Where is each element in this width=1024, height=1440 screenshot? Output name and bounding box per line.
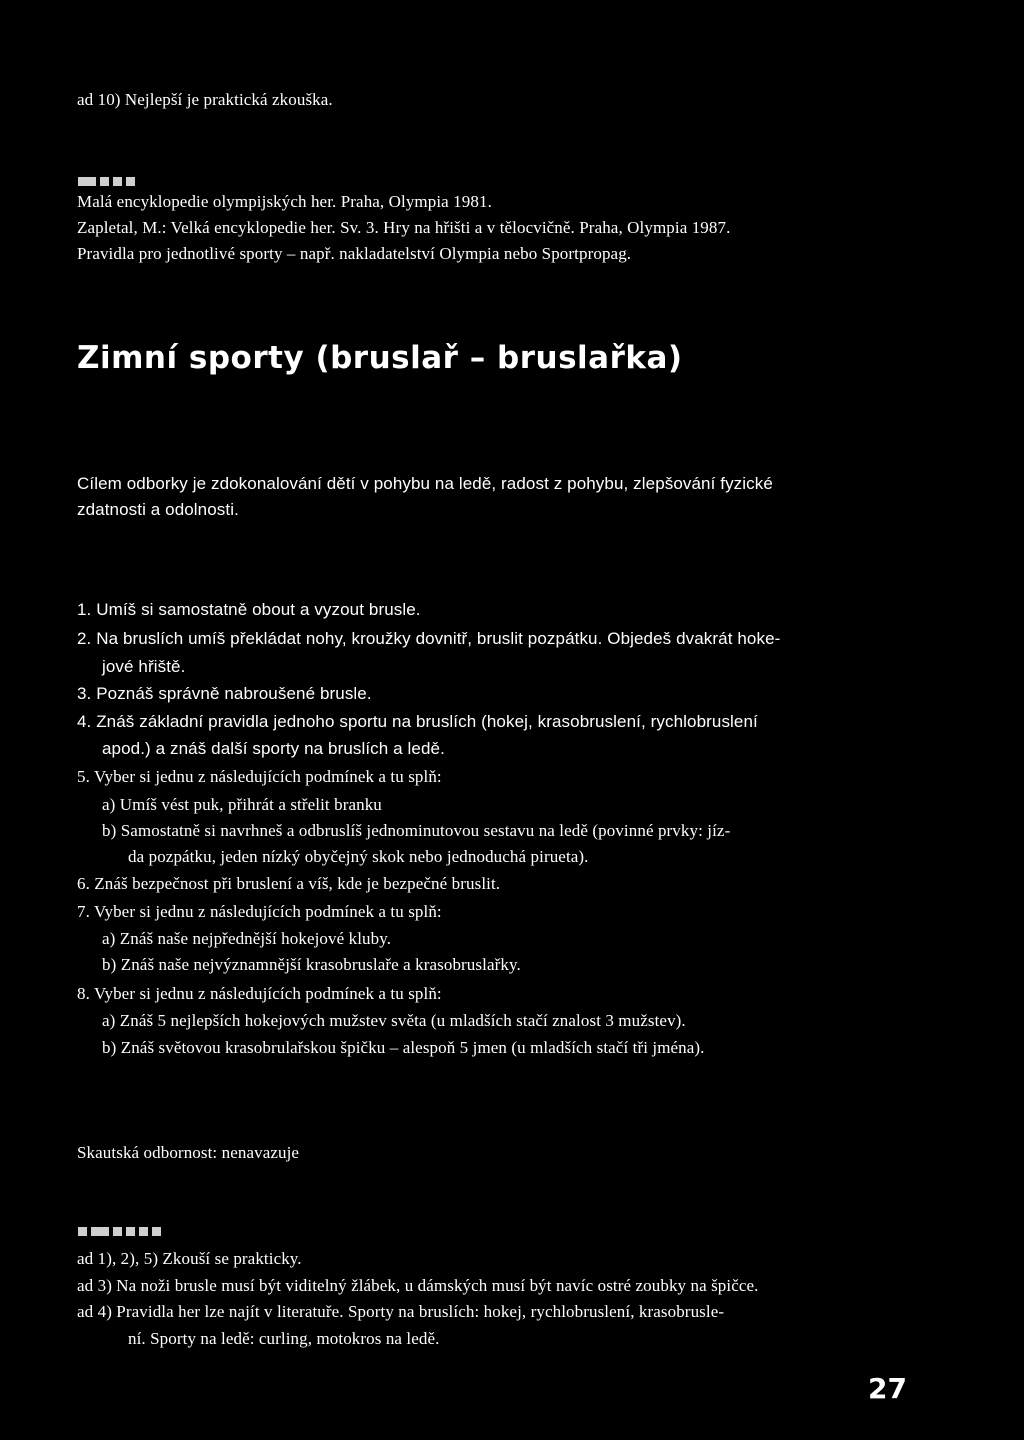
note-item: ní. Sporty na ledě: curling, motokros na ledě. [128,1329,440,1348]
goal-text: zdatnosti a odolnosti. [77,500,239,519]
requirement-item: 6. Znáš bezpečnost při bruslení a víš, kde je bezpečné bruslit. [77,874,501,893]
requirement-item: 4. Znáš základní pravidla jednoho sportu na bruslích (hokej, krasobruslení, rychlobruslení [77,712,758,731]
requirement-item: a) Umíš vést puk, přihrát a střelit branku [102,795,382,814]
requirement-item: b) Znáš naše nejvýznamnější krasobruslaře a krasobruslařky. [102,955,521,974]
section-title: Zimní sporty (bruslař – bruslařka) [77,340,683,376]
requirement-item: 8. Vyber si jednu z následujících podmínek a tu splň: [77,984,442,1003]
requirement-item: 7. Vyber si jednu z následujících podmínek a tu splň: [77,902,442,921]
requirement-item: a) Znáš 5 nejlepších hokejových mužstev světa (u mladších stačí znalost 3 mužstev). [102,1011,686,1030]
requirement-item: 2. Na bruslích umíš překládat nohy, kroužky dovnitř, bruslit pozpátku. Objedeš dvakrát hoke- [77,629,781,648]
note-item: ad 1), 2), 5) Zkouší se prakticky. [77,1249,302,1268]
ad10-note: ad 10) Nejlepší je praktická zkouška. [77,90,333,109]
requirement-item: a) Znáš naše nejpřednější hokejové kluby. [102,929,392,948]
note-item: ad 4) Pravidla her lze najít v literatuře. Sporty na bruslích: hokej, rychlobruslení, krasobrusle- [77,1302,725,1321]
literature-marker-icon [78,175,135,187]
literature-item: Malá encyklopedie olympijských her. Praha, Olympia 1981. [77,192,492,211]
requirement-item: b) Znáš světovou krasobrulařskou špičku – alespoň 5 jmen (u mladších stačí tři jména). [102,1038,705,1057]
goal-text: Cílem odborky je zdokonalování dětí v pohybu na ledě, radost z pohybu, zlepšování fyzické [77,474,773,493]
requirement-item: jové hřiště. [102,657,186,676]
requirement-item: da pozpátku, jeden nízký obyčejný skok nebo jednoduchá pirueta). [128,847,589,866]
literature-item: Pravidla pro jednotlivé sporty – např. nakladatelství Olympia nebo Sportpropag. [77,244,632,263]
requirement-item: b) Samostatně si navrhneš a odbruslíš jednominutovou sestavu na ledě (povinné prvky: jíz- [102,821,731,840]
notes-marker-icon [78,1225,161,1237]
requirement-item: apod.) a znáš další sporty na bruslích a ledě. [102,739,445,758]
requirement-item: 3. Poznáš správně nabroušené brusle. [77,684,372,703]
literature-item: Zapletal, M.: Velká encyklopedie her. Sv. 3. Hry na hřišti a v tělocvičně. Praha, Olympia 1987. [77,218,731,237]
page-number: 27 [868,1372,907,1405]
requirement-item: 5. Vyber si jednu z následujících podmínek a tu splň: [77,767,442,786]
requirement-item: 1. Umíš si samostatně obout a vyzout brusle. [77,600,421,619]
scout-note: Skautská odbornost: nenavazuje [77,1143,300,1162]
note-item: ad 3) Na noži brusle musí být viditelný žlábek, u dámských musí být navíc ostré zoubky na špičce. [77,1276,759,1295]
